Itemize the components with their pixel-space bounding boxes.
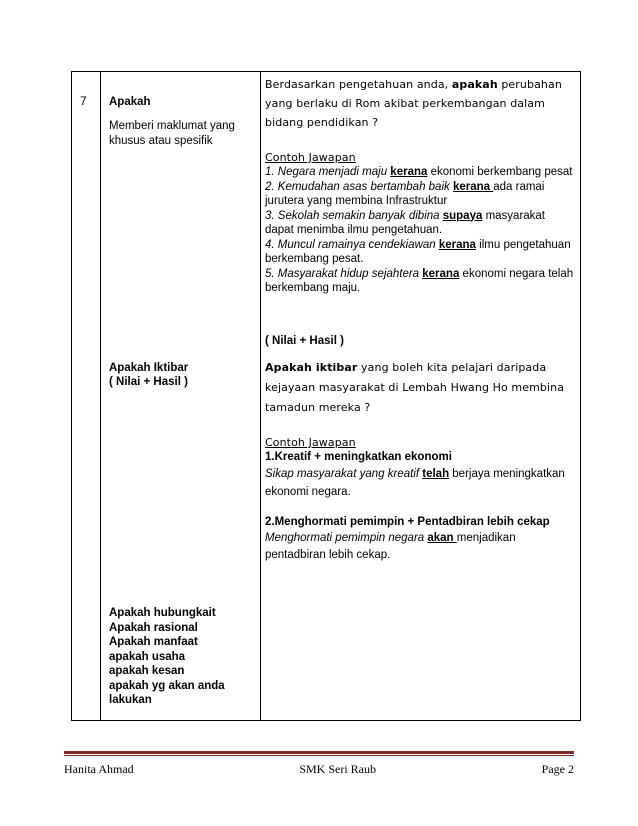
nilai-hasil-label: ( Nilai + Hasil ) — [265, 335, 344, 347]
list-item: apakah usaha — [109, 650, 186, 663]
category-cell — [101, 72, 261, 721]
example-cell — [261, 72, 581, 721]
table-row — [72, 72, 581, 721]
answer-item: 1. Negara menjadi maju kerana ekonomi berkembang pesat — [265, 166, 573, 178]
contoh-jawapan-label: Contoh Jawapan — [265, 151, 356, 164]
content-table — [71, 71, 581, 721]
answer-block-1 — [261, 150, 580, 296]
list-item: Apakah rasional — [109, 621, 198, 634]
list-item: apakah yg akan anda lakukan — [109, 679, 225, 706]
question-1: Berdasarkan pengetahuan anda, apakah perubahan yang berlaku di Rom akibat perkembangan dalam bidang pendidikan ? — [265, 78, 562, 129]
question-2: Apakah iktibar yang boleh kita pelajari daripada kejayaan masyarakat di Lembah Hwang Ho membina tamadun mereka ? — [265, 361, 565, 414]
row-number: 7 — [80, 94, 87, 108]
footer-page-number: Page 2 — [541, 762, 574, 776]
page-footer — [64, 751, 574, 777]
footer-author: Hanita Ahmad — [64, 762, 134, 776]
answer-heading: 1.Kreatif + meningkatkan ekonomi — [265, 451, 452, 463]
row-number-cell — [72, 72, 101, 721]
category-heading-nilai-hasil: ( Nilai + Hasil ) — [109, 376, 188, 388]
footer-divider — [64, 751, 574, 754]
list-item: Apakah hubungkait — [109, 607, 216, 619]
answer-block-2 — [261, 435, 580, 501]
answer-heading: 2.Menghormati pemimpin + Pentadbiran lebih cekap — [265, 516, 550, 528]
category-description: Memberi maklumat yang khusus atau spesifik — [109, 120, 235, 147]
answer-item: 3. Sekolah semakin banyak dibina supaya masyarakat dapat menimba ilmu pengetahuan. — [265, 209, 546, 236]
answer-item: 4. Muncul ramainya cendekiawan kerana ilmu pengetahuan berkembang pesat. — [265, 238, 571, 265]
footer-school: SMK Seri Raub — [299, 762, 376, 776]
category-heading-apakah: Apakah — [109, 96, 151, 108]
question-type-list — [101, 606, 260, 708]
footer-divider-thin — [64, 755, 574, 756]
answer-item: 5. Masyarakat hidup sejahtera kerana ekonomi negara telah berkembang maju. — [265, 267, 574, 294]
answer-item: Menghormati pemimpin negara akan menjadikan pentadbiran lebih cekap. — [265, 531, 516, 561]
answer-block-3 — [261, 515, 580, 564]
answer-item: Sikap masyarakat yang kreatif telah berjaya meningkatkan ekonomi negara. — [265, 467, 565, 498]
answer-item: 2. Kemudahan asas bertambah baik kerana ada ramai jurutera yang membina Infrastruktur — [265, 180, 545, 207]
contoh-jawapan-label: Contoh Jawapan — [265, 436, 356, 449]
list-item: Apakah manfaat — [109, 636, 198, 648]
category-heading-iktibar: Apakah Iktibar — [109, 362, 189, 374]
list-item: apakah kesan — [109, 665, 185, 677]
